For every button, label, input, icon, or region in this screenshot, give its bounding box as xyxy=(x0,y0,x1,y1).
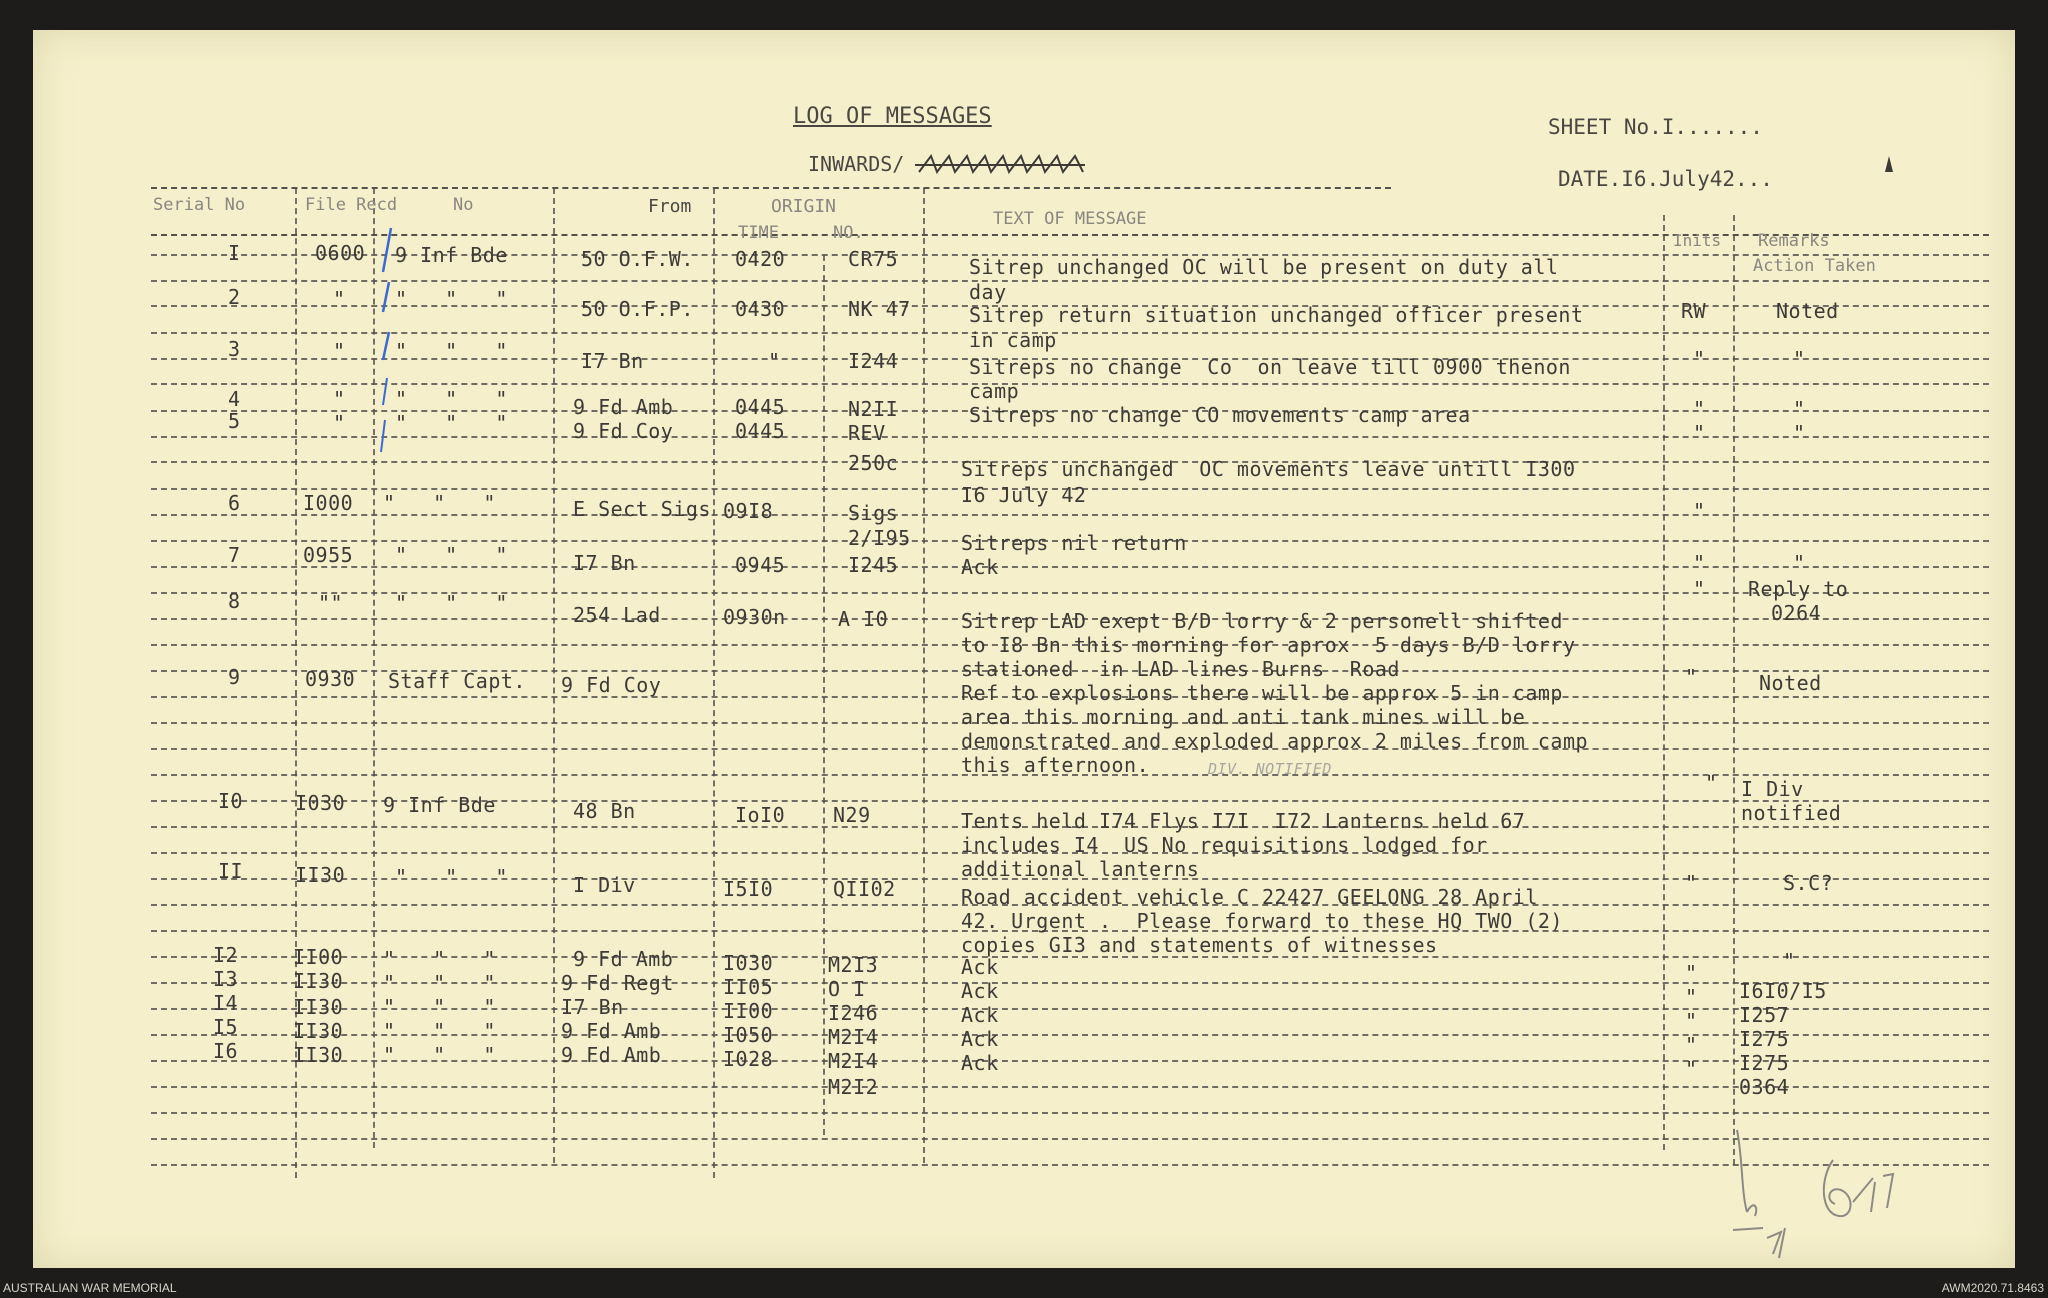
msg-text-cont: additional lanterns xyxy=(961,857,1200,881)
msg-text: Ack xyxy=(961,555,999,579)
origin-time: " xyxy=(768,349,781,373)
msg-from: 50 O.F.W. xyxy=(581,247,694,271)
footer-right: AWM2020.71.8463 xyxy=(1941,1281,2044,1295)
remarks-cont: 0264 xyxy=(1771,601,1822,625)
pencil-annotation: DIV. NOTIFIED xyxy=(1208,760,1332,778)
origin-no: QII02 xyxy=(833,877,896,901)
file-from: " " " xyxy=(383,1043,496,1067)
origin-no: I246 xyxy=(828,1001,879,1025)
serial-no: 5 xyxy=(228,409,241,433)
msg-from: 254 Lad xyxy=(573,603,661,627)
file-recd: 0600 xyxy=(315,241,366,265)
msg-text-cont: to I8 Bn this morning for aprox 5 days B/D lorry xyxy=(961,633,1576,657)
remarks: Reply to xyxy=(1748,577,1849,601)
remarks-cont: 0364 xyxy=(1739,1075,1790,1099)
msg-text: Sitrep unchanged OC will be present on duty all xyxy=(969,255,1559,279)
initials: RW xyxy=(1681,299,1707,323)
origin-no: O I xyxy=(828,977,866,1001)
msg-from: E Sect Sigs xyxy=(573,497,711,521)
msg-text-cont: in camp xyxy=(969,328,1057,352)
file-recd: II30 xyxy=(295,863,346,887)
msg-text-cont: day xyxy=(969,280,1007,304)
msg-from: I7 Bn xyxy=(573,551,636,575)
origin-time: IoI0 xyxy=(735,803,786,827)
msg-from: 9 Fd Amb xyxy=(573,395,674,419)
file-from: " " " xyxy=(383,947,496,971)
initials: " xyxy=(1693,499,1706,523)
msg-from: I7 Bn xyxy=(581,349,644,373)
initials: " xyxy=(1685,985,1698,1009)
origin-time: I030 xyxy=(723,951,774,975)
remarks: Noted xyxy=(1759,671,1822,695)
msg-text: Sitreps nil return xyxy=(961,531,1187,555)
inwards-label: INWARDS/ xyxy=(808,152,905,176)
initials: " xyxy=(1693,551,1706,575)
file-from: " " " xyxy=(383,491,496,515)
origin-time: 0445 xyxy=(735,419,786,443)
file-recd: II30 xyxy=(293,1043,344,1067)
col-file-no: No xyxy=(453,195,474,215)
origin-time: I028 xyxy=(723,1047,774,1071)
origin-no: N2II xyxy=(848,397,899,421)
sheet-number: SHEET No.I....... xyxy=(1548,115,1763,139)
msg-from: 9 Fd Amb xyxy=(573,947,674,971)
msg-text: Ack xyxy=(961,1003,999,1027)
file-from: " " " xyxy=(383,971,496,995)
msg-text: Sitrep LAD exept B/D lorry & 2 personell shifted xyxy=(961,609,1563,633)
origin-time: 0430 xyxy=(735,297,786,321)
initials: " xyxy=(1685,1057,1698,1081)
remarks-cont: notified xyxy=(1741,801,1842,825)
msg-from: 9 Fd Amb xyxy=(561,1043,662,1067)
origin-time: I5I0 xyxy=(723,877,774,901)
initials: " xyxy=(1693,421,1706,445)
remarks: I Div xyxy=(1741,777,1804,801)
serial-no: I0 xyxy=(218,789,244,813)
pencil-signature xyxy=(1723,1120,1923,1260)
origin-no-2: 2/I95 xyxy=(848,526,911,550)
remarks: I275 xyxy=(1739,1027,1790,1051)
remarks: I257 xyxy=(1739,1003,1790,1027)
msg-from: 9 Fd Coy xyxy=(573,419,674,443)
serial-no: I6 xyxy=(213,1039,239,1063)
col-text: TEXT OF MESSAGE xyxy=(993,209,1147,229)
file-recd: 0930 xyxy=(305,667,356,691)
ink-mark xyxy=(1881,154,1897,176)
serial-no: 7 xyxy=(228,543,241,567)
serial-no: 4 xyxy=(228,387,241,411)
origin-time: II00 xyxy=(723,999,774,1023)
log-title: LOG OF MESSAGES xyxy=(793,104,992,129)
file-from: 9 Inf Bde xyxy=(383,793,496,817)
serial-no: I xyxy=(228,241,241,265)
col-origin-no: NO. xyxy=(833,223,864,243)
msg-from: 48 Bn xyxy=(573,799,636,823)
origin-time: 0445 xyxy=(735,395,786,419)
file-recd: II30 xyxy=(293,969,344,993)
msg-text-cont: 42. Urgent . Please forward to these HQ TWO (2) xyxy=(961,909,1563,933)
remarks: Noted xyxy=(1776,299,1839,323)
msg-text-cont: area this morning and anti tank mines will be xyxy=(961,705,1526,729)
msg-from: I7 Bn xyxy=(561,995,624,1019)
file-from: " " " xyxy=(395,411,508,435)
serial-no: I3 xyxy=(213,967,239,991)
col-initials: Inits xyxy=(1673,231,1722,250)
serial-no: I4 xyxy=(213,991,239,1015)
serial-no: 9 xyxy=(228,665,241,689)
col-origin-time: TIME xyxy=(738,223,779,243)
file-recd: 0955 xyxy=(303,543,354,567)
document-sheet xyxy=(33,30,2015,1268)
msg-text-cont: camp xyxy=(969,379,1020,403)
msg-text-cont: stationed in LAD lines Burns Road xyxy=(961,657,1400,681)
origin-no: I245 xyxy=(848,553,899,577)
msg-from: 50 O.F.P. xyxy=(581,297,694,321)
serial-no: 3 xyxy=(228,337,241,361)
origin-no: Sigs xyxy=(848,501,899,525)
blue-tick-marks xyxy=(363,220,413,470)
col-serial: Serial No xyxy=(153,195,246,215)
file-recd: I000 xyxy=(303,491,354,515)
msg-from: 9 Fd Coy xyxy=(561,673,662,697)
file-recd: " xyxy=(333,287,346,311)
file-recd: II30 xyxy=(293,1019,344,1043)
remarks: " xyxy=(1793,551,1806,575)
msg-text-cont: I6 July 42 xyxy=(961,483,1087,507)
initials: " xyxy=(1693,397,1706,421)
serial-no: I5 xyxy=(213,1015,239,1039)
col-remarks: Remarks xyxy=(1758,231,1830,251)
msg-text-cont: copies GI3 and statements of witnesses xyxy=(961,933,1438,957)
file-from: Staff Capt. xyxy=(388,669,526,693)
strikeout-mark xyxy=(915,152,1090,178)
msg-from: 9 Fd Regt xyxy=(561,971,674,995)
msg-text-cont: this afternoon. xyxy=(961,753,1150,777)
file-recd: I030 xyxy=(295,791,346,815)
remarks: " xyxy=(1783,949,1796,973)
file-from: " " " xyxy=(395,543,508,567)
msg-from: 9 Fd Amb xyxy=(561,1019,662,1043)
origin-time: I050 xyxy=(723,1023,774,1047)
serial-no: 2 xyxy=(228,285,241,309)
origin-time: 0930n xyxy=(723,605,786,629)
origin-no: REV xyxy=(848,421,886,445)
col-origin: ORIGIN xyxy=(771,196,837,217)
serial-no: I2 xyxy=(213,943,239,967)
initials: " xyxy=(1685,665,1698,689)
remarks: " xyxy=(1793,397,1806,421)
origin-no: M2I4 xyxy=(828,1049,879,1073)
file-recd: II00 xyxy=(293,945,344,969)
col-file-recd: File Recd xyxy=(305,195,398,215)
msg-from: I Div xyxy=(573,873,636,897)
file-from: " " " xyxy=(395,287,508,311)
file-from: " " " xyxy=(395,339,508,363)
origin-no-2: M2I2 xyxy=(828,1075,879,1099)
msg-text: Ack xyxy=(961,979,999,1003)
file-from: " " " xyxy=(395,865,508,889)
col-action: Action Taken xyxy=(1753,256,1876,276)
origin-no: CR75 xyxy=(848,247,899,271)
file-recd: " xyxy=(333,411,346,435)
msg-text: Tents held I74 Flys I7I I72 Lanterns held 67 xyxy=(961,809,1526,833)
remarks: S.C? xyxy=(1783,871,1834,895)
initials: " xyxy=(1685,871,1698,895)
msg-text: Sitreps unchanged OC movements leave untill I300 xyxy=(961,457,1576,481)
initials: " xyxy=(1685,1033,1698,1057)
msg-text: Ack xyxy=(961,1051,999,1075)
serial-no: 8 xyxy=(228,589,241,613)
remarks: " xyxy=(1793,347,1806,371)
remarks: " xyxy=(1793,421,1806,445)
origin-time: 0945 xyxy=(735,553,786,577)
initials: " xyxy=(1693,577,1706,601)
origin-no: N29 xyxy=(833,803,871,827)
file-from: " " " xyxy=(383,1019,496,1043)
origin-no: 250c xyxy=(848,451,899,475)
file-recd: "" xyxy=(318,591,344,615)
msg-text: Sitreps no change CO movements camp area xyxy=(969,403,1471,427)
initials: " xyxy=(1685,1009,1698,1033)
initials: " xyxy=(1685,961,1698,985)
origin-time: 09I8 xyxy=(723,499,774,523)
remarks: I275 xyxy=(1739,1051,1790,1075)
origin-no: A I0 xyxy=(838,607,889,631)
msg-text-cont: includes I4 US No requisitions lodged for xyxy=(961,833,1488,857)
origin-no: M2I3 xyxy=(828,953,879,977)
log-date: DATE.I6.July42... xyxy=(1558,167,1773,191)
remarks: I6I0/I5 xyxy=(1739,979,1827,1003)
file-from: " " " xyxy=(395,591,508,615)
serial-no: 6 xyxy=(228,491,241,515)
file-from: 9 Inf Bde xyxy=(395,243,508,267)
initials: " xyxy=(1705,771,1718,795)
msg-text: Ack xyxy=(961,955,999,979)
serial-no: II xyxy=(218,859,244,883)
msg-text: Ref to explosions there will be approx 5 in camp xyxy=(961,681,1563,705)
msg-text: Ack xyxy=(961,1027,999,1051)
msg-text-cont: demonstrated and exploded approx 2 miles from camp xyxy=(961,729,1589,753)
file-recd: " xyxy=(333,387,346,411)
file-from: " " " xyxy=(383,995,496,1019)
file-recd: " xyxy=(333,339,346,363)
origin-no: I244 xyxy=(848,349,899,373)
origin-time: 0420 xyxy=(735,247,786,271)
msg-text: Sitrep return situation unchanged officer present xyxy=(969,303,1584,327)
file-from: " " " xyxy=(395,387,508,411)
msg-text: Sitreps no change Co on leave till 0900 thenon xyxy=(969,355,1571,379)
file-recd: II30 xyxy=(293,995,344,1019)
col-from: From xyxy=(648,196,692,217)
origin-time: II05 xyxy=(723,975,774,999)
msg-text: Road accident vehicle C 22427 GEELONG 28 April xyxy=(961,885,1538,909)
origin-no: M2I4 xyxy=(828,1025,879,1049)
origin-no: NK 47 xyxy=(848,297,911,321)
footer-left: AUSTRALIAN WAR MEMORIAL xyxy=(3,1281,177,1295)
initials: " xyxy=(1693,347,1706,371)
